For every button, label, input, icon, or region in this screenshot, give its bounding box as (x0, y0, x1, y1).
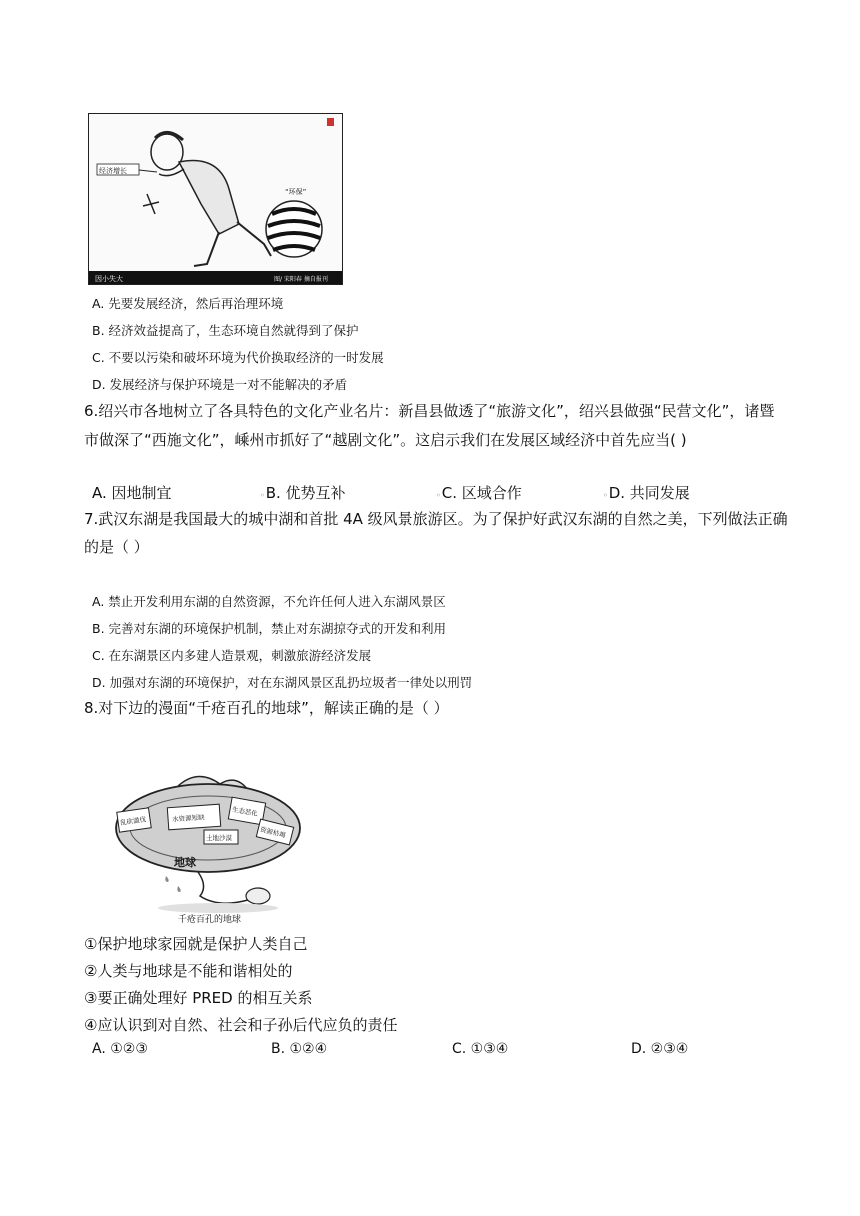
q5-option-c: C. 不要以污染和破坏环境为代价换取经济的一时发展 (92, 350, 384, 365)
q8-option-c: C. ①③④ (452, 1041, 509, 1057)
cartoon-label-ball: “环保” (285, 188, 307, 196)
q6-option-c-wrap (436, 482, 522, 503)
globe-label: 地球 (174, 856, 196, 869)
q6-option-c: C. 区域合作 (441, 484, 522, 502)
bullet-icon: ◦ (603, 491, 608, 500)
patch-label-1: 乱砍滥伐 (119, 815, 147, 827)
q8-option-b: B. ①②④ (271, 1041, 328, 1057)
bullet-icon: ◦ (436, 491, 441, 500)
q8-stem: 8.对下边的漫面“千疮百孔的地球”，解读正确的是（ ） (84, 699, 449, 717)
q8-option-d: D. ②③④ (631, 1041, 689, 1057)
q8-statement-3: ③要正确处理好 PRED 的相互关系 (84, 989, 313, 1007)
patch-label-5: 资源枯竭 (259, 825, 287, 840)
q8-statement-1: ①保护地球家园就是保护人类自己 (84, 935, 308, 953)
patch-label-3: 生态恶化 (231, 805, 259, 818)
cartoon-caption-right: 图/ 宋阳春 摘自报刊 (274, 276, 328, 283)
cartoon-image-q8 (108, 768, 308, 928)
cartoon-caption-left: 因小失大 (95, 275, 123, 283)
q5-option-b: B. 经济效益提高了，生态环境自然就得到了保护 (92, 323, 359, 338)
cartoon-drawing-q8 (108, 768, 308, 928)
cartoon-caption: 千疮百孔的地球 (178, 915, 242, 925)
patch-label-2: 水资源短缺 (171, 813, 205, 824)
q8-statement-4: ④应认识到对自然、社会和子孙后代应负的责任 (84, 1016, 398, 1034)
q8-option-a: A. ①②③ (92, 1041, 148, 1057)
q5-option-a: A. 先要发展经济，然后再治理环境 (92, 296, 284, 311)
q5-option-d: D. 发展经济与保护环境是一对不能解决的矛盾 (92, 377, 348, 392)
q6-option-a: A. 因地制宜 (92, 484, 172, 502)
q6-option-d-wrap (603, 482, 690, 503)
q6-option-d: D. 共同发展 (608, 484, 690, 502)
q6-option-b-wrap (260, 482, 346, 503)
cartoon-label-left: 经济增长 (99, 167, 127, 175)
q7-stem-line1: 7.武汉东湖是我国最大的城中湖和首批 4A 级风景旅游区。为了保护好武汉东湖的自然之美，下列做法正确 (84, 510, 788, 528)
q7-option-c: C. 在东湖景区内多建人造景观，刺激旅游经济发展 (92, 648, 372, 663)
q8-statement-2: ②人类与地球是不能和谐相处的 (84, 962, 293, 980)
bullet-icon: ◦ (260, 491, 265, 500)
q7-stem-line2: 的是（ ） (84, 538, 149, 556)
patch-label-4: 土地沙漠 (206, 834, 232, 842)
q6-option-b: B. 优势互补 (265, 484, 346, 502)
q6-stem-line2: 市做深了“西施文化”，嵊州市抓好了“越剧文化”。这启示我们在发展区域经济中首先应当( ) (84, 431, 687, 449)
q6-stem-line1: 6.绍兴市各地树立了各具特色的文化产业名片：新昌县做透了“旅游文化”，绍兴县做强“民营文化”，诸暨 (84, 402, 775, 420)
cartoon-drawing-q5 (89, 114, 342, 284)
q7-option-b: B. 完善对东湖的环境保护机制，禁止对东湖掠夺式的开发和利用 (92, 621, 447, 636)
cartoon-image-q5 (88, 113, 343, 285)
q7-option-d: D. 加强对东湖的环境保护，对在东湖风景区乱扔垃圾者一律处以刑罚 (92, 675, 473, 690)
q7-option-a: A. 禁止开发利用东湖的自然资源，不允许任何人进入东湖风景区 (92, 594, 446, 609)
